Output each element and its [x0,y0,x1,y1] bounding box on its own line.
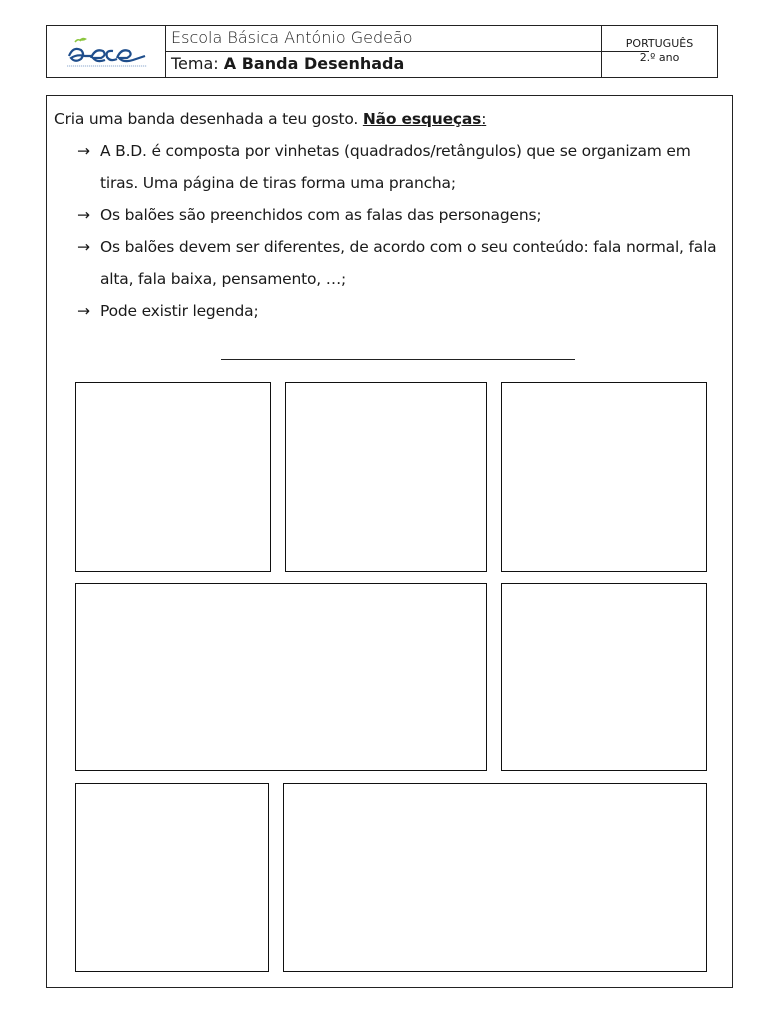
bullet-text: Os balões são preenchidos com as falas das personagens; [100,206,542,224]
logo-cell [47,26,166,77]
grade-level: 2.º ano [639,51,680,64]
comic-panel[interactable] [75,583,487,771]
school-name: Escola Básica António Gedeão [166,26,649,52]
document-header [46,25,718,78]
comic-panel[interactable] [501,382,707,572]
bullet-text: A B.D. é composta por vinhetas (quadrados/retângulos) que se organizam em tiras. Uma página de tiras forma uma prancha; [100,142,691,192]
instruction-bullet [54,231,724,295]
comic-panel[interactable] [75,382,271,572]
instructions [54,103,724,327]
intro-colon: : [481,110,487,128]
intro-text: Cria uma banda desenhada a teu gosto. [54,110,359,128]
comic-panel[interactable] [501,583,707,771]
school-logo-icon [63,36,151,70]
theme-line [166,52,649,78]
bullet-text: Os balões devem ser diferentes, de acordo com o seu conteúdo: fala normal, fala alta, fala baixa, pensamento, …; [100,238,717,288]
comic-panel[interactable] [75,783,269,972]
comic-panel[interactable] [283,783,707,972]
arrow-right-icon: → [77,142,90,160]
comic-panel[interactable] [285,382,487,572]
instruction-bullet [54,295,724,327]
theme-label: Tema: [171,54,219,73]
instructions-intro [54,103,724,135]
comic-title-line[interactable] [221,359,575,360]
instruction-bullet [54,199,724,231]
worksheet-frame [46,95,733,988]
intro-emphasis: Não esqueças [362,110,482,128]
instruction-bullet [54,135,724,199]
theme-value: A Banda Desenhada [223,54,405,73]
bullet-text: Pode existir legenda; [100,302,259,320]
arrow-right-icon: → [77,238,90,256]
arrow-right-icon: → [77,302,90,320]
subject-name: PORTUGUÊS [625,37,694,50]
subject-cell [601,26,717,77]
arrow-right-icon: → [77,206,90,224]
